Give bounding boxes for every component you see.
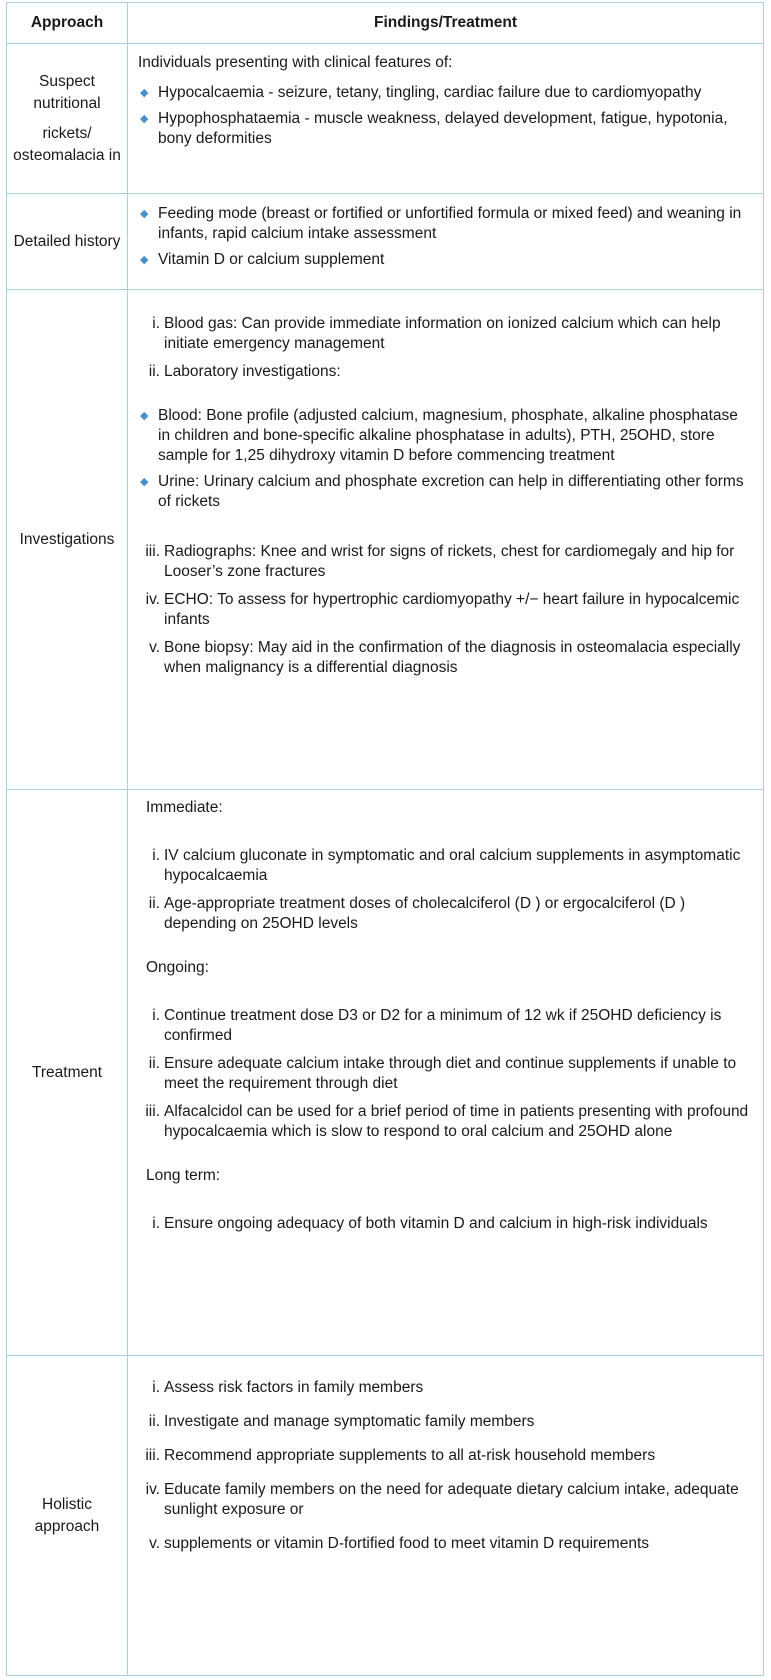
list-item: ◆ Urine: Urinary calcium and phosphate excretion can help in differentiating other forms of rickets — [140, 473, 744, 510]
list-item: iii. Alfacalcidol can be used for a brief period of time in patients presenting with profound hypocalcaemia which is slow to respond to oral calcium and 25OHD alone — [145, 1103, 749, 1140]
list-item: ii. Age-appropriate treatment doses of cholecalciferol (D ) or ergocalciferol (D ) depending on 25OHD levels — [148, 895, 686, 932]
diamond-bullet-icon: ◆ — [140, 87, 149, 99]
approach-suspect-line2: rickets/ osteomalacia in — [13, 124, 121, 164]
approach-suspect — [7, 44, 128, 194]
list-item: ◆ Hypophosphataemia - muscle weakness, delayed development, fatigue, hypotonia, bony deformities — [140, 110, 728, 147]
diamond-bullet-icon: ◆ — [140, 254, 149, 266]
diamond-bullet-icon: ◆ — [140, 410, 149, 422]
list-item: ◆ Feeding mode (breast or fortified or unfortified formula or mixed feed) and weaning in infants, rapid calcium intake assessment — [140, 205, 742, 242]
list-item: v. Bone biopsy: May aid in the confirmation of the diagnosis in osteomalacia especially when malignancy is a differential diagnosis — [149, 639, 741, 676]
findings-history — [128, 194, 764, 290]
list-item: iii. Radiographs: Knee and wrist for signs of rickets, chest for cardiomegaly and hip for Looser’s zone fractures — [145, 543, 735, 580]
list-item: i. Continue treatment dose D3 or D2 for a minimum of 12 wk if 25OHD deficiency is confirmed — [152, 1007, 722, 1044]
list-item: ◆ Hypocalcaemia - seizure, tetany, tingling, cardiac failure due to cardiomyopathy — [140, 84, 702, 101]
list-item: ii. Laboratory investigations: — [148, 363, 341, 380]
list-item: v. supplements or vitamin D-fortified food to meet vitamin D requirements — [149, 1535, 650, 1552]
list-item: i. Blood gas: Can provide immediate information on ionized calcium which can help initiate emergency management — [152, 315, 721, 352]
long-term-label: Long term: — [146, 1167, 221, 1184]
list-item: ii. Investigate and manage symptomatic family members — [148, 1413, 535, 1430]
findings-investigations — [128, 290, 764, 790]
header-approach: Approach — [7, 3, 128, 44]
suspect-intro: Individuals presenting with clinical features of: — [138, 54, 453, 71]
approach-treatment: Treatment — [7, 790, 128, 1356]
diamond-bullet-icon: ◆ — [140, 208, 149, 220]
header-row — [7, 3, 764, 44]
immediate-label: Immediate: — [146, 799, 223, 816]
approach-table — [6, 2, 764, 1676]
list-item: i. Assess risk factors in family members — [152, 1379, 424, 1396]
list-item: ii. Ensure adequate calcium intake through diet and continue supplements if unable to meet the requirement through diet — [148, 1055, 737, 1092]
diamond-bullet-icon: ◆ — [140, 476, 149, 488]
approach-holistic: Holistic approach — [7, 1356, 128, 1676]
findings-holistic — [128, 1356, 764, 1676]
diamond-bullet-icon: ◆ — [140, 113, 149, 125]
row-investigations — [7, 290, 764, 790]
list-item: iii. Recommend appropriate supplements to all at-risk household members — [145, 1447, 656, 1464]
row-holistic — [7, 1356, 764, 1676]
list-item: iv. ECHO: To assess for hypertrophic cardiomyopathy +/− heart failure in hypocalcemic infants — [145, 591, 740, 628]
list-item: ◆ Vitamin D or calcium supplement — [140, 251, 385, 268]
findings-treatment — [128, 790, 764, 1356]
list-item: ◆ Blood: Bone profile (adjusted calcium, magnesium, phosphate, alkaline phosphatase in children and bone-specific alkaline phosphatase in adults), PTH, 25OHD, store sample for 1,25 dihydroxy vitamin D before commencing treatment — [140, 407, 738, 464]
list-item: iv. Educate family members on the need for adequate dietary calcium intake, adequate sunlight exposure or — [145, 1481, 739, 1518]
list-item: i. Ensure ongoing adequacy of both vitamin D and calcium in high-risk individuals — [152, 1215, 708, 1232]
approach-history: Detailed history — [7, 194, 128, 290]
findings-suspect — [128, 44, 764, 194]
row-suspect — [7, 44, 764, 194]
list-item: i. IV calcium gluconate in symptomatic and oral calcium supplements in asymptomatic hypocalcaemia — [152, 847, 741, 884]
row-treatment — [7, 790, 764, 1356]
row-history — [7, 194, 764, 290]
approach-suspect-line1: Suspect nutritional — [33, 72, 101, 112]
header-findings: Findings/Treatment — [128, 3, 764, 44]
approach-investigations: Investigations — [7, 290, 128, 790]
ongoing-label: Ongoing: — [146, 959, 209, 976]
